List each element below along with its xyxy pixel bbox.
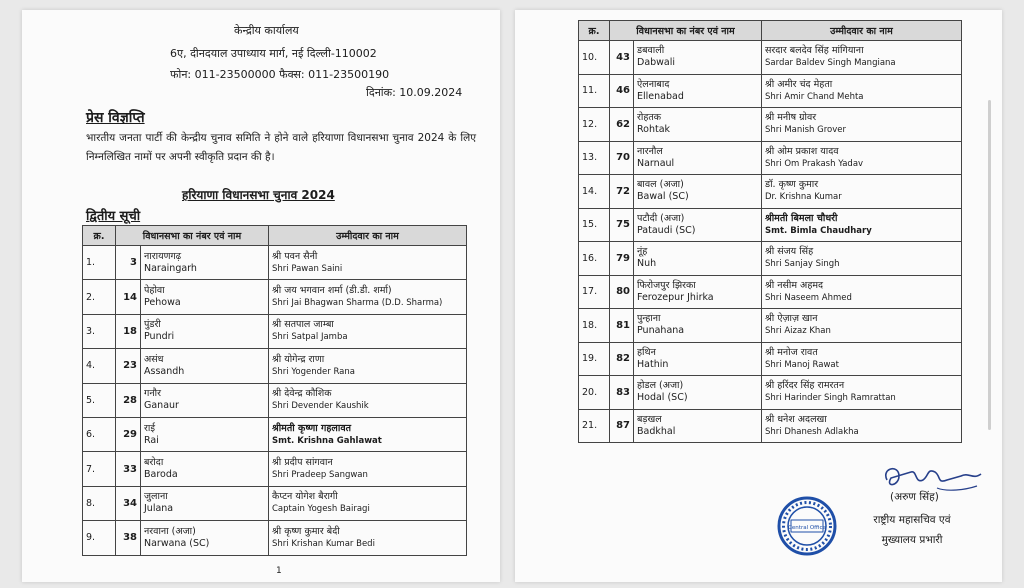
table-row — [579, 41, 962, 75]
constituency-cell — [141, 280, 269, 314]
candidate-header: उम्मीदवार का नाम — [762, 21, 962, 41]
constituency-cell — [141, 417, 269, 451]
table-row — [579, 342, 962, 376]
constituency-name-english: Badkhal — [637, 425, 676, 437]
table-row — [579, 108, 962, 142]
candidate-cell — [269, 417, 467, 451]
office-name: केन्द्रीय कार्यालय — [234, 24, 299, 37]
office-contact: फोन: 011-23500000 फैक्स: 011-23500190 — [170, 68, 390, 81]
constituency-number-cell: 70 — [610, 141, 634, 175]
constituency-number-cell: 3 — [116, 246, 141, 280]
candidate-name-hindi: श्री अमीर चंद मेहता — [765, 78, 833, 90]
candidate-cell — [762, 108, 962, 142]
constituency-name-english: Hodal (SC) — [637, 392, 688, 404]
constituency-cell — [141, 486, 269, 520]
constituency-cell — [141, 349, 269, 383]
candidate-header: उम्मीदवार का नाम — [269, 226, 467, 246]
table-header-row — [83, 226, 467, 246]
constituency-name-hindi: गनौर — [144, 388, 161, 400]
candidate-name-hindi: श्री मनोज रावत — [765, 346, 818, 358]
constituency-header: विधानसभा का नंबर एवं नाम — [610, 21, 762, 41]
table-row — [579, 409, 962, 443]
table-row — [579, 141, 962, 175]
candidate-name-english: Dr. Krishna Kumar — [765, 192, 842, 203]
candidate-cell — [762, 208, 962, 242]
constituency-header: विधानसभा का नंबर एवं नाम — [116, 226, 269, 246]
constituency-cell — [634, 141, 762, 175]
candidate-cell — [269, 521, 467, 555]
candidate-name-english: Shri Satpal Jamba — [272, 332, 348, 343]
table-row — [579, 208, 962, 242]
candidate-name-hindi: श्री हरिंदर सिंह रामरतन — [765, 380, 845, 392]
constituency-number-cell: 43 — [610, 41, 634, 75]
candidate-name-hindi: श्री जय भगवान शर्मा (डी.डी. शर्मा) — [272, 285, 392, 297]
serial-cell: 5. — [83, 383, 116, 417]
candidate-name-hindi: श्री पवन सैनी — [272, 250, 318, 262]
constituency-name-hindi: ऐलनाबाद — [637, 78, 670, 90]
serial-header: क्र. — [579, 21, 610, 41]
candidate-name-english: Smt. Bimla Chaudhary — [765, 225, 872, 236]
election-subtitle: हरियाणा विधानसभा चुनाव 2024 — [182, 188, 335, 202]
constituency-name-hindi: होडल (अजा) — [637, 380, 684, 392]
candidate-name-english: Shri Pradeep Sangwan — [272, 470, 368, 481]
serial-cell: 13. — [579, 141, 610, 175]
serial-cell: 19. — [579, 342, 610, 376]
candidate-name-english: Shri Devender Kaushik — [272, 401, 369, 412]
constituency-name-english: Narnaul — [637, 157, 675, 169]
constituency-name-english: Pehowa — [144, 297, 181, 309]
candidate-name-hindi: श्री प्रदीप सांगवान — [272, 457, 333, 469]
candidate-cell — [269, 246, 467, 280]
constituency-cell — [634, 275, 762, 309]
candidate-name-english: Shri Dhanesh Adlakha — [765, 426, 859, 437]
table-row — [83, 314, 467, 348]
candidate-name-hindi: श्री संजय सिंह — [765, 246, 814, 258]
table-row — [83, 521, 467, 555]
page-number: 1 — [276, 566, 282, 576]
document-page-1 — [22, 10, 500, 582]
table-row — [83, 349, 467, 383]
constituency-name-english: Naraingarh — [144, 262, 197, 274]
constituency-cell — [634, 342, 762, 376]
candidate-name-hindi: श्री कृष्ण कुमार बेदी — [272, 525, 340, 537]
constituency-number-cell: 34 — [116, 486, 141, 520]
serial-cell: 10. — [579, 41, 610, 75]
constituency-name-english: Rai — [144, 434, 159, 446]
constituency-name-english: Ellenabad — [637, 90, 684, 102]
press-release-text: भारतीय जनता पार्टी की केन्द्रीय चुनाव समिति ने होने वाले हरियाणा विधानसभा चुनाव 2024 के लिए निम्नलिखित नामों पर अपनी स्वीकृति प्रदान की है। — [86, 132, 476, 163]
candidate-name-english: Shri Amir Chand Mehta — [765, 91, 864, 102]
candidate-cell — [762, 342, 962, 376]
constituency-cell — [634, 74, 762, 108]
table-row — [579, 242, 962, 276]
table-row — [83, 383, 467, 417]
constituency-name-hindi: असंध — [144, 353, 164, 365]
serial-cell: 17. — [579, 275, 610, 309]
signatory-title — [847, 510, 977, 550]
constituency-name-hindi: राई — [144, 422, 156, 434]
list-name: द्वितीय सूची — [86, 209, 141, 224]
candidate-name-hindi: श्री सतपाल जाम्बा — [272, 319, 334, 331]
press-release-heading: प्रेस विज्ञप्ति — [86, 110, 145, 126]
constituency-cell — [141, 521, 269, 555]
candidate-cell — [762, 376, 962, 410]
constituency-name-english: Nuh — [637, 258, 657, 270]
candidate-name-hindi: कैप्टन योगेश बैरागी — [272, 491, 338, 503]
constituency-name-hindi: डबवाली — [637, 45, 665, 57]
candidate-cell — [762, 74, 962, 108]
candidate-name-hindi: सरदार बलदेव सिंह मांगियाना — [765, 45, 864, 57]
constituency-cell — [141, 314, 269, 348]
serial-cell: 18. — [579, 309, 610, 343]
constituency-number-cell: 87 — [610, 409, 634, 443]
constituency-cell — [634, 175, 762, 209]
candidate-cell — [269, 314, 467, 348]
candidate-name-hindi: श्री ओम प्रकाश यादव — [765, 145, 839, 157]
constituency-name-hindi: फिरोजपुर झिरका — [637, 279, 696, 291]
table-row — [83, 486, 467, 520]
document-page-2 — [515, 10, 1002, 582]
signatory-title-line2: मुख्यालय प्रभारी — [881, 534, 943, 546]
constituency-number-cell: 18 — [116, 314, 141, 348]
constituency-name-hindi: नूंह — [637, 246, 648, 258]
candidate-name-hindi: श्री योगेन्द्र राणा — [272, 353, 325, 365]
candidate-name-english: Sardar Baldev Singh Mangiana — [765, 58, 896, 69]
constituency-name-hindi: नारनौल — [637, 145, 663, 157]
constituency-name-hindi: नारायणगढ़ — [144, 250, 182, 262]
constituency-cell — [634, 108, 762, 142]
constituency-name-english: Ganaur — [144, 400, 179, 412]
constituency-number-cell: 75 — [610, 208, 634, 242]
serial-cell: 20. — [579, 376, 610, 410]
table-row — [83, 246, 467, 280]
candidate-name-english: Shri Krishan Kumar Bedi — [272, 538, 375, 549]
constituency-name-hindi: पुंडरी — [144, 319, 161, 331]
office-address: 6ए, दीनदयाल उपाध्याय मार्ग, नई दिल्ली-110002 — [170, 47, 377, 60]
constituency-number-cell: 79 — [610, 242, 634, 276]
constituency-cell — [141, 246, 269, 280]
constituency-cell — [141, 383, 269, 417]
serial-cell: 12. — [579, 108, 610, 142]
signatory-title-line1: राष्ट्रीय महासचिव एवं — [873, 514, 951, 526]
constituency-number-cell: 28 — [116, 383, 141, 417]
serial-cell: 1. — [83, 246, 116, 280]
candidate-cell — [762, 175, 962, 209]
constituency-number-cell: 46 — [610, 74, 634, 108]
candidate-name-hindi: श्री मनीष ग्रोवर — [765, 112, 817, 124]
constituency-cell — [634, 376, 762, 410]
candidate-name-hindi: श्रीमती कृष्णा गहलावत — [272, 422, 352, 434]
scrollbar[interactable] — [988, 100, 991, 430]
serial-cell: 16. — [579, 242, 610, 276]
table-row — [579, 74, 962, 108]
candidate-cell — [269, 486, 467, 520]
candidate-cell — [269, 349, 467, 383]
constituency-cell — [634, 409, 762, 443]
candidate-name-english: Shri Manoj Rawat — [765, 359, 839, 370]
constituency-cell — [141, 452, 269, 486]
candidate-name-hindi: श्री धनेश अदलखा — [765, 413, 827, 425]
constituency-name-english: Hathin — [637, 358, 669, 370]
serial-cell: 7. — [83, 452, 116, 486]
constituency-number-cell: 14 — [116, 280, 141, 314]
table-row — [83, 417, 467, 451]
constituency-name-english: Assandh — [144, 365, 185, 377]
serial-cell: 2. — [83, 280, 116, 314]
table-row — [83, 280, 467, 314]
constituency-number-cell: 38 — [116, 521, 141, 555]
constituency-number-cell: 29 — [116, 417, 141, 451]
seal-text: Central Office — [788, 525, 826, 531]
candidate-cell — [762, 141, 962, 175]
constituency-name-english: Baroda — [144, 469, 178, 481]
constituency-name-hindi: हथिन — [637, 346, 656, 358]
candidate-cell — [762, 409, 962, 443]
candidate-name-english: Smt. Krishna Gahlawat — [272, 435, 382, 446]
candidate-cell — [762, 309, 962, 343]
constituency-number-cell: 80 — [610, 275, 634, 309]
constituency-name-english: Bawal (SC) — [637, 191, 689, 203]
candidate-name-hindi: श्रीमती बिमला चौधरी — [765, 212, 838, 224]
serial-cell: 6. — [83, 417, 116, 451]
constituency-name-hindi: रोहतक — [637, 112, 662, 124]
candidate-name-english: Shri Manish Grover — [765, 125, 846, 136]
serial-cell: 3. — [83, 314, 116, 348]
serial-cell: 9. — [83, 521, 116, 555]
constituency-name-english: Julana — [144, 503, 174, 515]
candidate-name-hindi: डॉ. कृष्ण कुमार — [765, 179, 819, 191]
constituency-name-hindi: नरवाना (अजा) — [144, 525, 196, 537]
serial-cell: 8. — [83, 486, 116, 520]
candidate-name-english: Shri Jai Bhagwan Sharma (D.D. Sharma) — [272, 298, 443, 309]
candidate-name-english: Shri Sanjay Singh — [765, 259, 840, 270]
candidate-table-right — [578, 20, 962, 443]
serial-cell: 4. — [83, 349, 116, 383]
candidate-name-english: Shri Pawan Saini — [272, 263, 343, 274]
constituency-name-english: Dabwali — [637, 57, 676, 69]
constituency-number-cell: 23 — [116, 349, 141, 383]
candidate-table-left — [82, 225, 467, 556]
constituency-name-hindi: पेहोवा — [144, 285, 165, 297]
candidate-cell — [269, 383, 467, 417]
signatory-name: (अरुण सिंह) — [890, 491, 939, 503]
constituency-number-cell: 72 — [610, 175, 634, 209]
constituency-cell — [634, 208, 762, 242]
candidate-cell — [269, 452, 467, 486]
table-header-row — [579, 21, 962, 41]
table-row — [579, 309, 962, 343]
table-row — [579, 275, 962, 309]
constituency-number-cell: 62 — [610, 108, 634, 142]
candidate-name-english: Shri Harinder Singh Ramrattan — [765, 393, 896, 404]
constituency-number-cell: 82 — [610, 342, 634, 376]
table-row — [579, 376, 962, 410]
candidate-name-hindi: श्री नसीम अहमद — [765, 279, 824, 291]
table-row — [83, 452, 467, 486]
constituency-cell — [634, 41, 762, 75]
constituency-cell — [634, 309, 762, 343]
serial-cell: 14. — [579, 175, 610, 209]
constituency-name-english: Pundri — [144, 331, 175, 343]
constituency-name-english: Ferozepur Jhirka — [637, 291, 714, 303]
constituency-name-english: Punahana — [637, 325, 685, 337]
serial-cell: 11. — [579, 74, 610, 108]
candidate-name-english: Shri Om Prakash Yadav — [765, 158, 864, 169]
office-seal-icon — [777, 496, 837, 556]
candidate-cell — [762, 41, 962, 75]
constituency-name-hindi: बरोदा — [144, 457, 164, 469]
candidate-name-hindi: श्री ऐज़ाज़ खान — [765, 313, 818, 325]
constituency-number-cell: 33 — [116, 452, 141, 486]
candidate-name-english: Shri Naseem Ahmed — [765, 292, 852, 303]
release-date: दिनांक: 10.09.2024 — [366, 86, 463, 99]
serial-cell: 15. — [579, 208, 610, 242]
constituency-name-english: Narwana (SC) — [144, 537, 210, 549]
constituency-name-hindi: पटौदी (अजा) — [637, 212, 685, 224]
constituency-name-hindi: बड़खल — [637, 413, 662, 425]
constituency-name-hindi: जुलाना — [144, 491, 168, 503]
constituency-number-cell: 83 — [610, 376, 634, 410]
constituency-name-hindi: पुन्हाना — [637, 313, 661, 325]
candidate-name-english: Captain Yogesh Bairagi — [272, 504, 370, 515]
serial-cell: 21. — [579, 409, 610, 443]
candidate-cell — [269, 280, 467, 314]
constituency-name-english: Rohtak — [637, 124, 671, 136]
table-row — [579, 175, 962, 209]
candidate-cell — [762, 242, 962, 276]
constituency-name-english: Pataudi (SC) — [637, 224, 696, 236]
candidate-name-english: Shri Aizaz Khan — [765, 326, 831, 337]
candidate-name-hindi: श्री देवेन्द्र कौशिक — [272, 388, 332, 400]
constituency-name-hindi: बावल (अजा) — [637, 179, 684, 191]
constituency-number-cell: 81 — [610, 309, 634, 343]
serial-header: क्र. — [83, 226, 116, 246]
constituency-cell — [634, 242, 762, 276]
candidate-name-english: Shri Yogender Rana — [272, 366, 355, 377]
candidate-cell — [762, 275, 962, 309]
